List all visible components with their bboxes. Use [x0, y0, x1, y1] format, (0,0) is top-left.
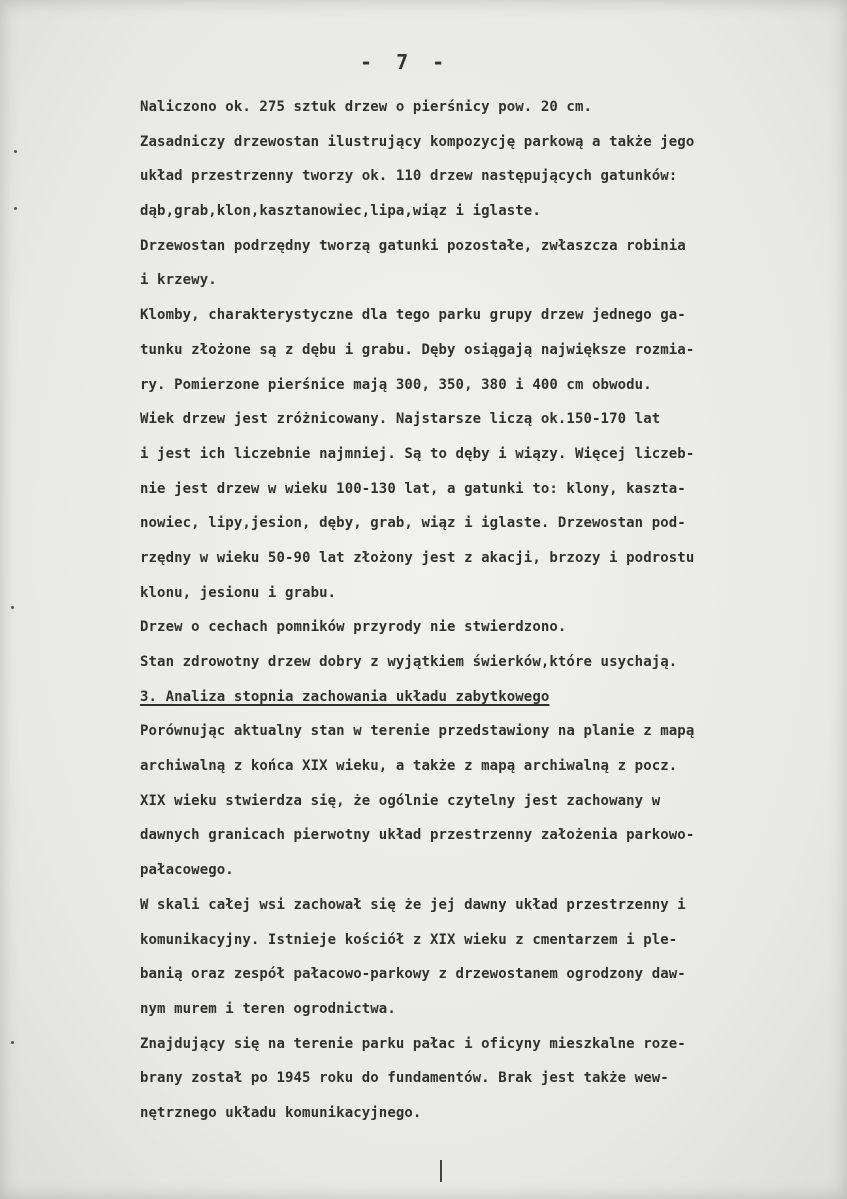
- text-line: Stan zdrowotny drzew dobry z wyjątkiem świerków,które usychają.: [140, 654, 678, 670]
- text-line: Zasadniczy drzewostan ilustrujący kompozycję parkową a także jego: [140, 133, 695, 150]
- text-line: archiwalną z końca XIX wieku, a także z mapą archiwalną z pocz.: [140, 758, 678, 775]
- margin-mark: [14, 207, 17, 210]
- text-line: banią oraz zespół pałacowo-parkowy z drzewostanem ogrodzony daw-: [140, 966, 686, 983]
- text-line: brany został po 1945 roku do fundamentów. Brak jest także wew-: [140, 1070, 669, 1087]
- text-line: nowiec, lipy,jesion, dęby, grab, wiąz i iglaste. Drzewostan pod-: [140, 515, 686, 532]
- text-line: ry. Pomierzone pierśnice mają 300, 350, 380 i 400 cm obwodu.: [140, 376, 652, 393]
- text-line: Naliczono ok. 275 sztuk drzew o pierśnicy pow. 20 cm.: [140, 99, 593, 115]
- bottom-mark: [440, 1160, 442, 1182]
- text-line: dawnych granicach pierwotny układ przestrzenny założenia parkowo-: [140, 827, 695, 844]
- text-line: i krzewy.: [140, 272, 217, 289]
- text-line: pałacowego.: [140, 862, 234, 879]
- text-line: nie jest drzew w wieku 100-130 lat, a gatunki to: klony, kaszta-: [140, 480, 686, 497]
- text-line: i jest ich liczebnie najmniej. Są to dęby i wiązy. Więcej liczeb-: [140, 445, 695, 462]
- text-line: dąb,grab,klon,kasztanowiec,lipa,wiąz i iglaste.: [140, 203, 541, 220]
- text-line: klonu, jesionu i grabu.: [140, 584, 337, 601]
- margin-mark: [11, 1041, 14, 1044]
- text-line: rzędny w wieku 50-90 lat złożony jest z akacji, brzozy i podrostu: [140, 549, 695, 566]
- text-line: nętrznego układu komunikacyjnego.: [140, 1104, 422, 1121]
- text-line: Wiek drzew jest zróżnicowany. Najstarsze liczą ok.150-170 lat: [140, 411, 661, 428]
- text-line: nym murem i teren ogrodnictwa.: [140, 1000, 396, 1017]
- text-line: komunikacyjny. Istnieje kościół z XIX wieku z cmentarzem i ple-: [140, 931, 678, 948]
- section-heading: 3. Analiza stopnia zachowania układu zabytkowego: [140, 688, 550, 705]
- text-line: Porównując aktualny stan w terenie przedstawiony na planie z mapą: [140, 723, 695, 740]
- margin-mark: [14, 150, 17, 153]
- text-line: Klomby, charakterystyczne dla tego parku grupy drzew jednego ga-: [140, 307, 686, 324]
- text-line: układ przestrzenny tworzy ok. 110 drzew następujących gatunków:: [140, 168, 678, 185]
- text-line: tunku złożone są z dębu i grabu. Dęby osiągają największe rozmia-: [140, 341, 695, 358]
- margin-mark: [11, 606, 14, 609]
- text-line: Znajdujący się na terenie parku pałac i oficyny mieszkalne roze-: [140, 1035, 686, 1052]
- text-line: Drzew o cechach pomników przyrody nie stwierdzono.: [140, 619, 567, 636]
- body-text: [140, 90, 840, 1131]
- text-line: Drzewostan podrzędny tworzą gatunki pozostałe, zwłaszcza robinia: [140, 237, 686, 254]
- text-line: W skali całej wsi zachował się że jej dawny układ przestrzenny i: [140, 896, 686, 913]
- page-number: - 7 -: [360, 50, 451, 74]
- text-line: XIX wieku stwierdza się, że ogólnie czytelny jest zachowany w: [140, 792, 661, 809]
